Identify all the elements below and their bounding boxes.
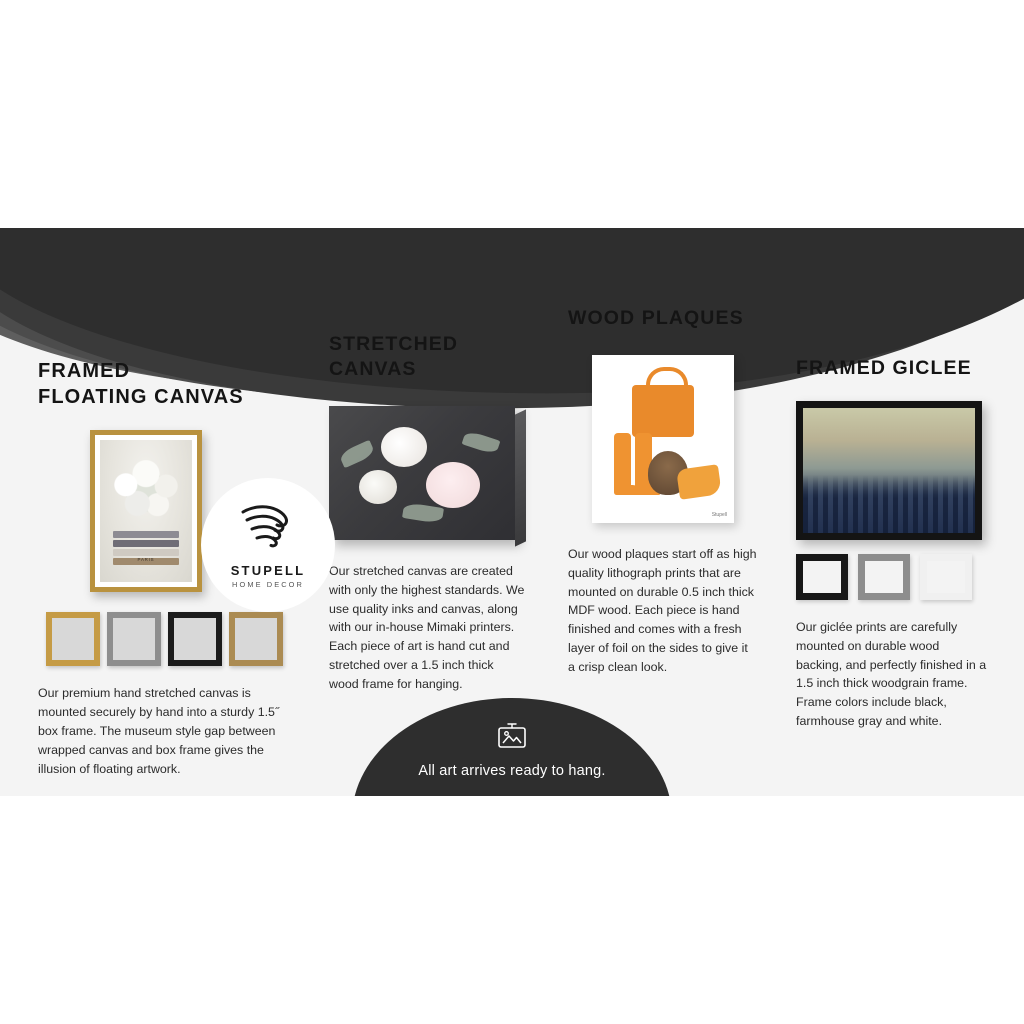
column-title-line1: FRAMED [38,360,131,382]
column-description: Our premium hand stretched canvas is mounted securely by hand into a sturdy 1.5˝ box frame. The museum style gap between wrapped canvas and box frame gives the illusion of floating artwork. [38,686,280,776]
stretched-canvas-artwork [329,406,515,540]
white-flower-illustration [359,470,397,504]
column-title-line2: FLOATING CANVAS [38,385,244,408]
black-frame-swatch[interactable] [168,612,222,666]
book-spine-paris [113,558,179,565]
brand-name: STUPELL [230,562,306,578]
frame-color-swatches [796,554,992,600]
column-title [38,359,288,410]
stacked-books-illustration [113,531,179,565]
framed-giclee-artwork [796,401,982,540]
wood-plaque-artwork [592,355,734,523]
artist-signature: Stupell [711,511,727,518]
handbag-illustration [632,385,694,437]
brand-logo-badge [201,478,335,612]
column-title-line1: FRAMED GICLEE [796,357,972,379]
column-wood-plaques [568,306,762,677]
book-spine [113,531,179,538]
pink-rose-illustration [426,462,480,508]
book-spine [113,549,179,556]
leaf-illustration [461,430,500,455]
column-title-line1: WOOD PLAQUES [568,307,744,329]
gray-frame-swatch[interactable] [858,554,910,600]
book-spine [113,540,179,547]
column-framed-giclee [796,356,992,731]
abstract-landscape-image [803,408,975,533]
column-description: Our stretched canvas are created with only the highest standards. We use quality inks and canvas, along with our in-house Mimaki printers. Each piece of art is hand cut and stretched over a 1.5 inch thick wood frame for hanging. [329,563,525,691]
bronze-frame-swatch[interactable] [229,612,283,666]
gray-frame-swatch[interactable] [107,612,161,666]
column-title [796,356,992,381]
column-stretched-canvas [329,332,529,694]
column-title [329,332,529,382]
column-description: Our giclée prints are carefully mounted on durable wood backing, and perfectly finished in a 1.5 inch thick woodgrain frame. Frame colors include black, farmhouse gray and white. [796,619,987,729]
column-description: Our wood plaques start off as high quality lithograph prints that are mounted on durable 0.5 inch thick MDF wood. Each piece is hand finished and comes with a fresh layer of foil on the sides to give it a crisp clean look. [568,546,757,675]
leaf-illustration [402,502,444,524]
white-frame-swatch[interactable] [920,554,972,600]
black-frame-swatch[interactable] [796,554,848,600]
gold-box-frame [90,430,202,592]
picture-frame-icon [352,722,672,755]
artwork-image [100,440,192,582]
scarf-illustration [676,464,722,500]
ready-to-hang-banner [352,698,672,796]
boot-illustration [614,433,631,495]
swan-logo-icon [237,502,299,559]
hydrangea-bouquet-illustration [110,460,182,522]
column-title [568,306,762,331]
gold-frame-swatch[interactable] [46,612,100,666]
white-flower-illustration [381,427,427,467]
column-title-line2: CANVAS [329,357,417,380]
infographic-band [0,228,1024,796]
canvas-side-edge [515,409,526,546]
brand-tagline: HOME DECOR [232,579,304,589]
banner-text: All art arrives ready to hang. [418,763,606,779]
framed-floating-canvas-artwork [90,430,202,592]
leaf-illustration [338,440,376,468]
frame-color-swatches [46,612,288,666]
column-title-line1: STRETCHED [329,333,459,355]
